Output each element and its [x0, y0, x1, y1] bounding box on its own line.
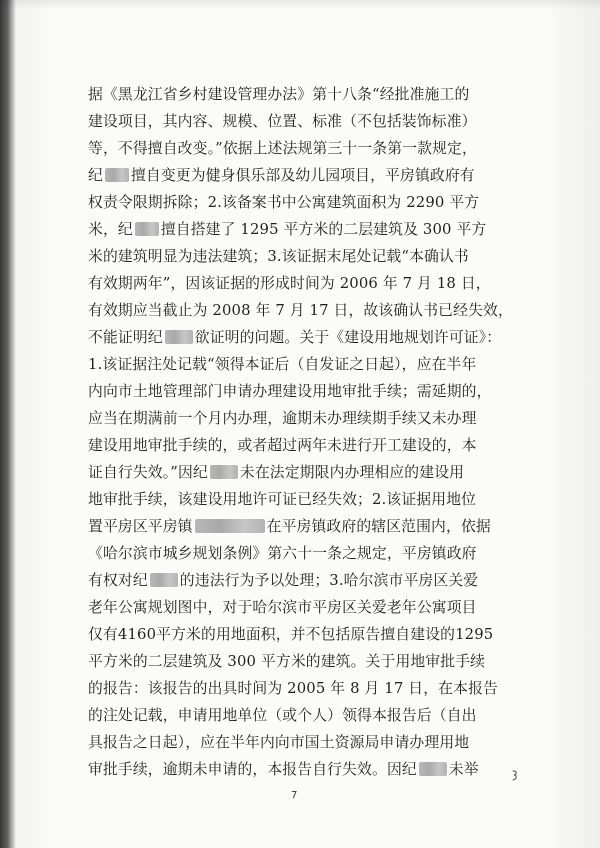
text-line-12	[88, 381, 492, 403]
text-line-6	[88, 219, 486, 241]
redaction-block	[135, 222, 159, 236]
line-text-segment: 的违法行为予以处理；3.哈尔滨市平房区关爱	[179, 572, 479, 589]
line-text-segment: 平方米的二层建筑及 300 平方米的建筑。关于用地审批手续	[88, 653, 486, 670]
redaction-block	[150, 573, 178, 587]
line-text-segment: 在平房镇政府的辖区范围内，依据	[266, 518, 491, 535]
line-text-segment: 建设项目，其内容、规模、位置、标准（不包括装饰标准）	[88, 113, 477, 130]
text-line-20	[88, 597, 477, 619]
line-text-segment: 证自行失效。”因纪	[88, 464, 208, 481]
line-text-segment: 地审批手续，该建设用地许可证已经失效；2.该证据用地位	[88, 491, 477, 508]
line-text-segment: 米的建筑明显为违法建筑；3.该证据末尾处记载“本确认书	[88, 248, 469, 265]
redaction-block	[210, 465, 238, 479]
scan-edge-shadow	[0, 0, 16, 848]
line-text-segment: 审批手续，逾期未申请的，本报告自行失效。因纪	[88, 761, 417, 778]
text-line-17	[88, 516, 491, 538]
pen-mark-icon	[511, 769, 519, 783]
text-line-25	[88, 732, 469, 754]
line-text-segment: 仅有4160平方米的用地面积，并不包括原告擅自建设的1295	[88, 626, 494, 643]
redaction-block	[165, 330, 193, 344]
text-line-2	[88, 111, 477, 133]
redaction-block	[195, 519, 265, 533]
text-line-21	[88, 624, 493, 646]
line-text-segment: 内向市土地管理部门申请办理建设用地审批手续；需延期的，	[88, 383, 492, 400]
text-line-16	[88, 489, 476, 511]
text-line-22	[88, 651, 485, 673]
line-text-segment: 等，不得擅自改变。”依据上述法规第三十一条第一款规定，	[88, 140, 477, 157]
line-text-segment: 据《黑龙江省乡村建设管理办法》第十八条“经批准施工的	[88, 86, 470, 103]
line-text-segment: 米，纪	[88, 221, 133, 238]
text-line-23	[88, 678, 498, 700]
text-line-8	[88, 273, 491, 295]
text-line-7	[88, 246, 469, 268]
line-text-segment: 的报告：该报告的出具时间为 2005 年 8 月 17 日，在本报告	[88, 680, 498, 697]
page-number: 7	[291, 790, 298, 801]
text-line-4	[88, 165, 475, 187]
text-line-11	[88, 354, 476, 376]
line-text-segment: 权责令限期拆除；2.该备案书中公寓建筑面积为 2290 平方	[88, 194, 480, 211]
scan-top-edge	[0, 0, 600, 10]
text-line-26	[88, 759, 479, 781]
line-text-segment: 的注处记载，申请用地单位（或个人）领得本报告后（自出	[88, 707, 477, 724]
line-text-segment: 有权对纪	[88, 572, 148, 589]
line-text-segment: 应当在期满前一个月内办理，逾期未办理续期手续又未办理	[88, 410, 477, 427]
text-line-15	[88, 462, 464, 484]
line-text-segment: 未在法定期限内办理相应的建设用	[239, 464, 465, 481]
line-text-segment: 置平房区平房镇	[88, 518, 193, 535]
line-text-segment: 《哈尔滨市城乡规划条例》第六十一条之规定，平房镇政府	[88, 545, 477, 562]
line-text-segment: 建设用地审批手续的，或者超过两年未进行开工建设的，本	[88, 437, 477, 454]
text-line-5	[88, 192, 479, 214]
text-line-10	[88, 327, 501, 349]
line-text-segment: 欲证明的问题。关于《建设用地规划许可证》：	[194, 329, 502, 346]
line-text-segment: 有效期应当截止为 2008 年 7 月 17 日，故该确认书已经失效，	[88, 302, 513, 319]
line-text-segment: 纪	[88, 167, 103, 184]
text-line-3	[88, 138, 477, 160]
line-text-segment: 不能证明纪	[88, 329, 163, 346]
text-line-1	[88, 84, 469, 106]
line-text-segment: 具报告之日起），应在半年内向市国土资源局申请办理用地	[88, 734, 470, 751]
text-line-13	[88, 408, 477, 430]
line-text-segment: 1.该证据注处记载“领得本证后（自发证之日起），应在半年	[88, 356, 477, 373]
redaction-block	[419, 762, 447, 776]
line-text-segment: 擅自变更为健身俱乐部及幼儿园项目，平房镇政府有	[130, 167, 475, 184]
line-text-segment: 老年公寓规划图中，对于哈尔滨市平房区关爱老年公寓项目	[88, 599, 477, 616]
text-line-19	[88, 570, 478, 592]
line-text-segment: 擅自搭建了 1295 平方米的二层建筑及 300 平方	[160, 221, 487, 238]
text-line-9	[88, 300, 513, 322]
line-text-segment: 未举	[448, 761, 479, 778]
line-text-segment: 有效期两年”，因该证据的形成时间为 2006 年 7 月 18 日，	[88, 275, 491, 292]
redaction-block	[105, 168, 129, 182]
text-line-24	[88, 705, 477, 727]
text-line-18	[88, 543, 477, 565]
text-line-14	[88, 435, 477, 457]
